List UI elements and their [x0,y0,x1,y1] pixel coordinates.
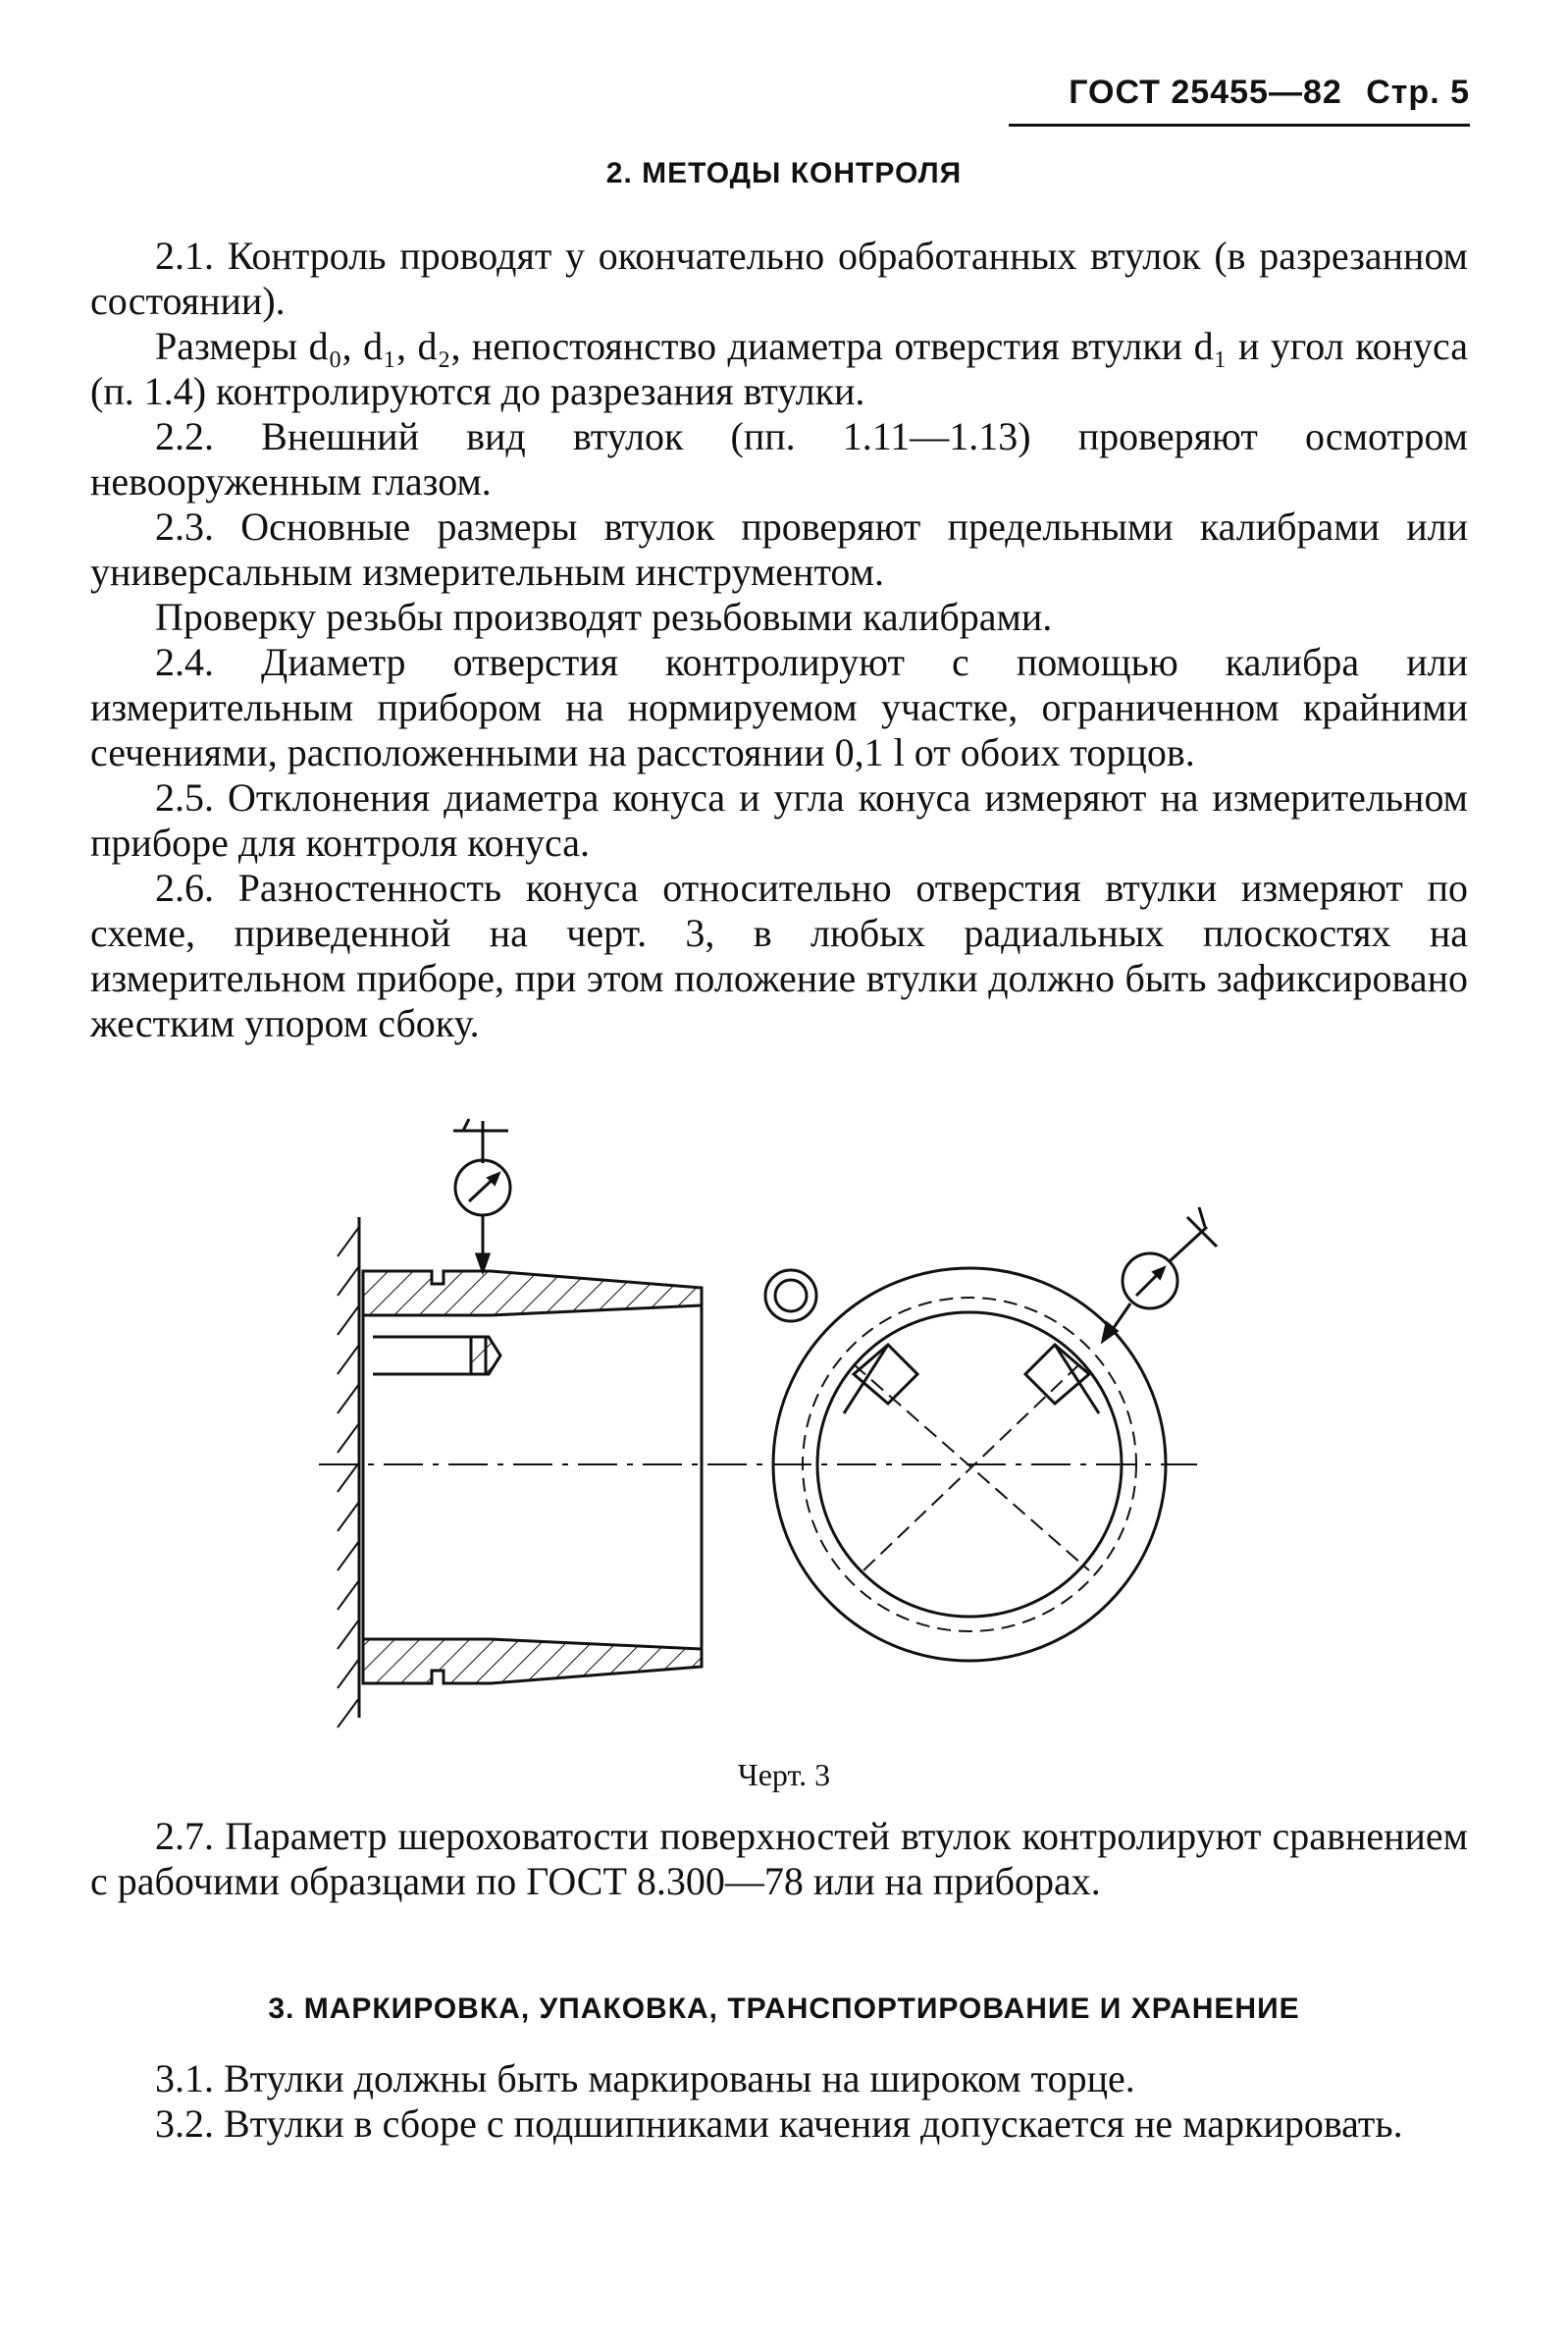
section-3-title: 3. МАРКИРОВКА, УПАКОВКА, ТРАНСПОРТИРОВАНИЕ И ХРАНЕНИЕ [268,1993,1300,2025]
paragraph-2-1-sizes: Размеры d₀, d₁, d₂, непостоянство диаметра отверстия втулки d₁ и угол конуса (п. 1.4) контролируются до разрезания втулки. [90,324,1468,413]
figure-caption: Черт. 3 [737,1757,831,1792]
page-number: Стр. 5 [1366,74,1470,111]
fixed-stop-wall [338,1217,359,1728]
section-2-body [90,234,1468,1046]
paragraph-3-2: 3.2. Втулки в сборе с подшипниками качения допускается не маркировать. [155,2101,1403,2146]
paragraph-2-7: 2.7. Параметр шероховатости поверхностей втулок контролируют сравнением с рабочими образцами по ГОСТ 8.300—78 или на приборах. [90,1814,1468,1903]
drawing-3-figure [0,1109,1568,1747]
paragraph-2-6: 2.6. Разностенность конуса относительно отверстия втулки измеряют по схеме, приведенной на черт. 3, в любых радиальных плоскостях на измерительном приборе, при этом положение втулки должно быть зафиксировано жестким упором сбоку. [90,866,1468,1045]
section-2-title: 2. МЕТОДЫ КОНТРОЛЯ [605,157,963,189]
paragraph-2-3-thread: Проверку резьбы производят резьбовыми калибрами. [155,595,1053,639]
dial-indicator-left [453,1119,510,1271]
section-2-continued [90,1814,1468,1904]
standard-number: ГОСТ 25455—82 [1069,74,1342,111]
paragraph-2-2: 2.2. Внешний вид втулок (пп. 1.11—1.13) проверяют осмотром невооруженным глазом. [90,414,1468,504]
dial-indicator-right [1103,1207,1217,1341]
paragraph-3-1: 3.1. Втулки должны быть маркированы на широком торце. [155,2056,1135,2100]
section-3-body [90,2056,1468,2147]
paragraph-2-4: 2.4. Диаметр отверстия контролируют с помощью калибра или измерительным прибором на нормируемом участке, ограниченном крайними сечениями, расположенными на расстоянии 0,1 l от обоих торцов. [90,640,1468,774]
page-header [1009,69,1470,127]
paragraph-2-1: 2.1. Контроль проводят у окончательно обработанных втулок (в разрезанном состоянии). [90,234,1468,323]
paragraph-2-3: 2.3. Основные размеры втулок проверяют предельными калибрами или универсальным измерительным инструментом. [90,505,1468,594]
sleeve-section-view [363,1271,702,1683]
paragraph-2-5: 2.5. Отклонения диаметра конуса и угла конуса измеряют на измерительном приборе для контроля конуса. [90,775,1468,865]
